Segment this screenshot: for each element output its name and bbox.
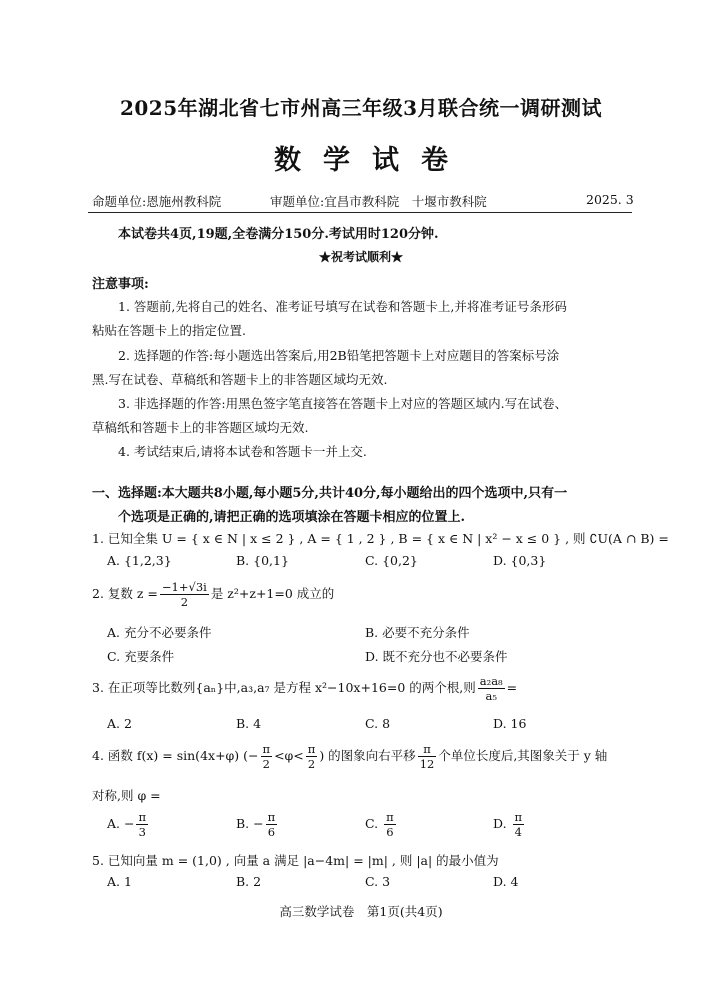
notice-item-4: 4. 考试结束后,请将本试卷和答题卡一并上交. bbox=[118, 444, 367, 459]
q4-frac-2-num: π bbox=[307, 742, 316, 756]
q4-option-a-frac bbox=[136, 810, 148, 839]
q4-option-b-label: B. − bbox=[236, 816, 264, 831]
q3-option-d: D. 16 bbox=[493, 716, 527, 731]
author-unit: 命题单位:恩施州教科院 bbox=[92, 194, 222, 209]
question-4-stem bbox=[92, 742, 607, 771]
q3-option-b: B. 4 bbox=[236, 716, 262, 731]
q4-frac-3-num: π bbox=[418, 742, 437, 757]
q5-option-c: C. 3 bbox=[365, 874, 391, 889]
question-1-stem: 1. 已知全集 U = { x ∈ N | x ≤ 2 } , A = { 1 , 2 } , B = { x ∈ N | x² − x ≤ 0 } , 则 ∁U(A ∩ B) = bbox=[92, 531, 669, 546]
blessing: ★祝考试顺利★ bbox=[318, 250, 403, 264]
review-unit: 审题单位:宜昌市教科院 十堰市教科院 bbox=[270, 194, 487, 209]
q3-frac-num: a₂a₈ bbox=[479, 674, 503, 688]
question-3-stem bbox=[92, 674, 517, 703]
q3-option-c: C. 8 bbox=[365, 716, 391, 731]
q1-option-c: C. {0,2} bbox=[365, 553, 418, 568]
question-2-stem bbox=[92, 580, 334, 609]
q4-option-c-den: 6 bbox=[386, 825, 394, 839]
q4-frac-1-num: π bbox=[262, 742, 271, 756]
q4-option-d-label: D. bbox=[493, 816, 511, 831]
q4-option-a-label: A. − bbox=[107, 816, 135, 831]
question-5-stem: 5. 已知向量 m = (1,0) , 向量 a 满足 |a−4m| = |m| , 则 |a| 的最小值为 bbox=[92, 853, 499, 868]
notice-item-2: 2. 选择题的作答:每小题选出答案后,用2B铅笔把答题卡上对应题目的答案标号涂 bbox=[118, 348, 560, 363]
q3-stem-pre: 3. 在正项等比数列{aₙ}中,a₃,a₇ 是方程 x²−10x+16=0 的两个根,则 bbox=[92, 680, 476, 695]
q4-stem-b: <φ< bbox=[274, 748, 304, 763]
q4-option-c bbox=[365, 810, 398, 839]
exam-info: 本试卷共4页,19题,全卷满分150分.考试用时120分钟. bbox=[118, 227, 439, 242]
q1-option-b: B. {0,1} bbox=[236, 553, 289, 568]
q2-frac-num: −1+√3i bbox=[161, 580, 207, 594]
q4-frac-2-den: 2 bbox=[307, 757, 316, 771]
q4-frac-1-den: 2 bbox=[262, 757, 270, 771]
q2-frac-den: 2 bbox=[180, 595, 189, 609]
q1-option-d: D. {0,3} bbox=[493, 553, 547, 568]
q2-option-c: C. 充要条件 bbox=[107, 649, 175, 664]
q4-option-b bbox=[236, 810, 279, 839]
q4-frac-1 bbox=[261, 742, 273, 771]
q5-option-a: A. 1 bbox=[107, 874, 132, 889]
q4-frac-2 bbox=[306, 742, 318, 771]
q3-fraction bbox=[478, 674, 505, 703]
q4-option-b-frac bbox=[266, 810, 278, 839]
header-divider bbox=[88, 212, 632, 213]
exam-date: 2025. 3 bbox=[586, 192, 634, 207]
q3-frac-den: a₅ bbox=[485, 689, 497, 703]
q4-option-a-num: π bbox=[138, 810, 147, 824]
q4-option-a-den: 3 bbox=[138, 825, 146, 839]
q2-stem-post: 是 z²+z+1=0 成立的 bbox=[210, 586, 335, 601]
q2-option-a: A. 充分不必要条件 bbox=[107, 625, 212, 640]
notice-item-1: 1. 答题前,先将自己的姓名、准考证号填写在试卷和答题卡上,并将准考证号条形码 bbox=[118, 299, 567, 314]
q1-option-a: A. {1,2,3} bbox=[107, 553, 172, 568]
paper-subtitle: 数学试卷 bbox=[274, 145, 470, 176]
notice-item-3-cont: 草稿纸和答题卡上的非答题区域均无效. bbox=[92, 420, 309, 435]
q5-option-d: D. 4 bbox=[493, 874, 519, 889]
notice-item-3: 3. 非选择题的作答:用黑色签字笔直接答在答题卡上对应的答题区域内.写在试卷、 bbox=[118, 396, 568, 411]
q4-stem-a: 4. 函数 f(x) = sin(4x+φ) (− bbox=[92, 748, 259, 763]
q4-option-d-frac bbox=[513, 810, 525, 839]
q4-stem-c: ) 的图象向右平移 bbox=[319, 748, 416, 763]
q4-option-d-num: π bbox=[514, 810, 523, 824]
q2-stem-pre: 2. 复数 z = bbox=[92, 586, 158, 601]
q2-fraction bbox=[160, 580, 209, 609]
q4-option-c-num: π bbox=[386, 810, 394, 824]
notice-item-2-cont: 黑.写在试卷、草稿纸和答题卡上的非答题区域均无效. bbox=[92, 372, 388, 387]
q4-option-a bbox=[107, 810, 150, 839]
q4-option-d bbox=[493, 810, 526, 839]
q4-option-b-num: π bbox=[267, 810, 276, 824]
section1-heading-cont: 个选项是正确的,请把正确的选项填涂在答题卡相应的位置上. bbox=[118, 510, 466, 525]
exam-title: 2025年湖北省七市州高三年级3月联合统一调研测试 bbox=[119, 96, 603, 120]
q4-option-d-den: 4 bbox=[514, 825, 522, 839]
q3-stem-post: = bbox=[506, 680, 518, 695]
page-footer: 高三数学试卷 第1页(共4页) bbox=[279, 904, 443, 919]
q3-option-a: A. 2 bbox=[107, 716, 132, 731]
q4-option-b-den: 6 bbox=[267, 825, 276, 839]
q4-option-c-frac bbox=[384, 810, 396, 839]
notice-item-1-cont: 粘贴在答题卡上的指定位置. bbox=[92, 323, 246, 338]
q5-option-b: B. 2 bbox=[236, 874, 262, 889]
q2-option-b: B. 必要不充分条件 bbox=[365, 625, 470, 640]
q4-frac-3-den: 12 bbox=[419, 757, 435, 771]
q4-stem-d: 个单位长度后,其图象关于 y 轴 bbox=[438, 748, 608, 763]
section1-heading: 一、选择题:本大题共8小题,每小题5分,共计40分,每小题给出的四个选项中,只有一 bbox=[92, 486, 568, 501]
q2-option-d: D. 既不充分也不必要条件 bbox=[365, 649, 508, 664]
q4-option-c-label: C. bbox=[365, 816, 383, 831]
notice-heading: 注意事项: bbox=[92, 277, 149, 292]
question-4-stem-cont: 对称,则 φ = bbox=[92, 788, 161, 803]
q4-frac-3 bbox=[418, 742, 437, 771]
